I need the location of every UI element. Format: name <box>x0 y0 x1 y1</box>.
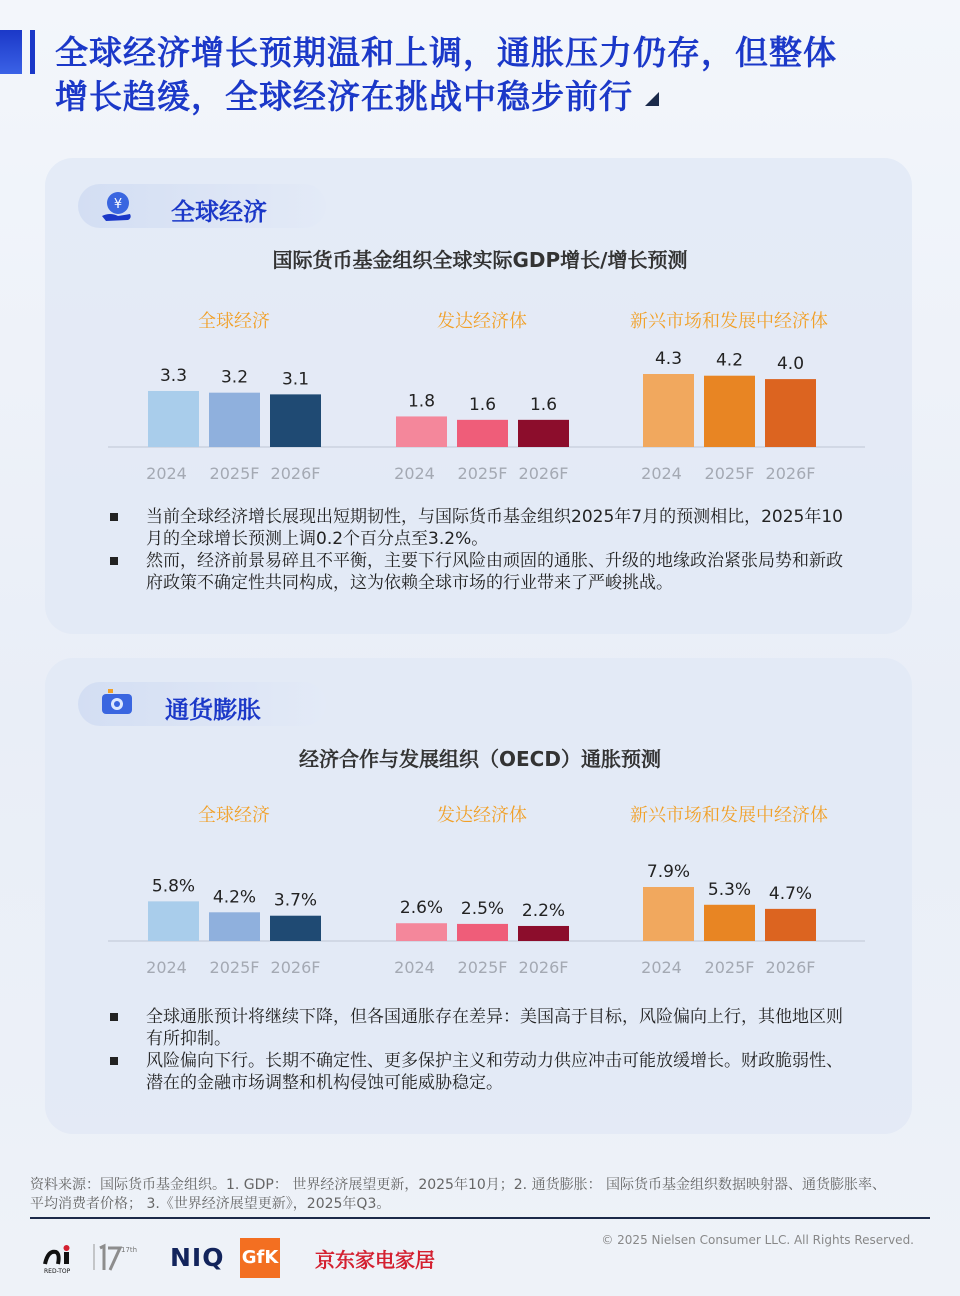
page-title <box>55 31 935 119</box>
banknote-icon <box>100 688 134 720</box>
category-label-1-2: 2026F <box>518 464 569 483</box>
bar-1-0 <box>396 923 447 941</box>
category-label-2-1: 2025F <box>704 958 755 977</box>
gdp-chart-title: 国际货币基金组织全球实际GDP增长/增长预测 <box>272 248 688 272</box>
bullet-text: 全球通胀预计将继续下降，但各国通胀存在差异：美国高于目标，风险偏向上行，其他地区则有所抑制。 <box>146 1007 843 1049</box>
inflation-chart-title: 经济合作与发展组织（OECD）通胀预测 <box>299 747 661 771</box>
gfk-logo: GfK <box>240 1238 280 1278</box>
bullet-marker <box>110 1013 118 1021</box>
data-label-0-0: 5.8% <box>151 876 196 897</box>
bullet-text: 然而，经济前景易碎且不平衡，主要下行风险由顽固的通胀、升级的地缘政治紧张局势和新政府政策不确定性共同构成，这为依赖全球市场的行业带来了严峻挑战。 <box>146 551 843 593</box>
category-label-1-1: 2025F <box>457 464 508 483</box>
category-label-0-1: 2025F <box>209 464 260 483</box>
category-label-1-0: 2024 <box>394 464 435 483</box>
bar-0-1 <box>209 393 260 447</box>
bar-1-2 <box>518 926 569 941</box>
bar-0-0 <box>148 901 199 941</box>
source-note: 资料来源：国际货币基金组织。1. GDP： 世界经济展望更新，2025年10月；2. 通货膨胀： 国际货币基金组织数据映射器、通货膨胀率、平均消费者价格； 3.《世界经济展望更新》，2025年Q3。 <box>30 1177 887 1212</box>
gdp-group-label-world: 全球经济 <box>198 311 270 332</box>
page-title-line2 <box>55 75 935 119</box>
category-label-2-2: 2026F <box>765 958 816 977</box>
category-label-0-0: 2024 <box>146 464 187 483</box>
inflation-group-label-advanced: 发达经济体 <box>437 805 527 826</box>
data-label-1-2: 1.6 <box>529 394 558 415</box>
bar-0-1 <box>209 912 260 941</box>
inflation-bullets <box>108 1006 848 1094</box>
category-label-2-1: 2025F <box>704 464 755 483</box>
niq-logo: NIQ <box>170 1243 225 1272</box>
bar-2-1 <box>704 376 755 447</box>
bullet-text: 当前全球经济增长展现出短期韧性，与国际货币基金组织2025年7月的预测相比，2025年10月的全球增长预测上调0.2个百分点至3.2%。 <box>146 507 843 549</box>
bullet-item <box>108 506 848 550</box>
data-label-2-2: 4.7% <box>768 883 813 904</box>
bullet-item <box>108 550 848 594</box>
data-label-2-0: 4.3 <box>654 349 683 369</box>
page-title-line1: 全球经济增长预期温和上调，通胀压力仍存，但整体 <box>55 33 837 72</box>
inflation-bar-chart <box>0 824 960 984</box>
category-label-1-1: 2025F <box>457 958 508 977</box>
data-label-0-2: 3.7% <box>273 890 318 911</box>
section-label-economy: 全球经济 <box>171 198 267 226</box>
category-label-0-1: 2025F <box>209 958 260 977</box>
bar-2-0 <box>643 887 694 941</box>
data-label-2-1: 4.2 <box>715 350 744 371</box>
bullet-marker <box>110 513 118 521</box>
data-label-1-0: 2.6% <box>399 898 444 919</box>
data-label-0-1: 4.2% <box>212 887 257 908</box>
bar-2-1 <box>704 905 755 941</box>
data-label-2-2: 4.0 <box>776 354 805 375</box>
bar-0-2 <box>270 394 321 447</box>
jd-logo: 京东家电家居 <box>315 1248 435 1272</box>
gdp-group-label-advanced: 发达经济体 <box>437 311 527 332</box>
page-title-line2-text: 增长趋缓，全球经济在挑战中稳步前行 <box>55 77 633 116</box>
svg-text:¥: ¥ <box>113 197 123 212</box>
category-label-0-2: 2026F <box>270 958 321 977</box>
bullet-marker <box>110 557 118 565</box>
bullet-marker <box>110 1057 118 1065</box>
category-label-0-2: 2026F <box>270 464 321 483</box>
copyright-text: © 2025 Nielsen Consumer LLC. All Rights Reserved. <box>601 1233 914 1247</box>
inflation-group-label-emerging: 新兴市场和发展中经济体 <box>630 805 828 826</box>
data-label-1-2: 2.2% <box>521 900 566 921</box>
bullet-text: 风险偏向下行。长期不确定性、更多保护主义和劳动力供应冲击可能放缓增长。财政脆弱性、潜在的金融市场调整和机构侵蚀可能威胁稳定。 <box>146 1051 843 1093</box>
bar-1-0 <box>396 416 447 447</box>
anniversary-text: 17th <box>121 1246 138 1254</box>
data-label-1-1: 2.5% <box>460 898 505 919</box>
red-top-logo <box>42 1244 82 1274</box>
data-label-1-0: 1.8 <box>407 391 436 412</box>
gdp-bullets <box>108 506 848 594</box>
yen-hand-icon <box>100 190 134 222</box>
bar-1-2 <box>518 420 569 447</box>
category-label-1-2: 2026F <box>518 958 569 977</box>
category-label-2-0: 2024 <box>641 958 682 977</box>
bar-2-0 <box>643 374 694 447</box>
bar-1-1 <box>457 924 508 941</box>
data-label-2-1: 5.3% <box>707 879 752 900</box>
bar-1-1 <box>457 420 508 447</box>
category-label-2-2: 2026F <box>765 464 816 483</box>
bar-2-2 <box>765 909 816 941</box>
bullet-item <box>108 1006 848 1050</box>
red-top-text: RED-TOP <box>44 1268 71 1275</box>
category-label-1-0: 2024 <box>394 958 435 977</box>
title-accent-bar <box>0 30 22 74</box>
corner-triangle-icon <box>645 92 659 106</box>
data-label-0-2: 3.1 <box>281 369 310 390</box>
bar-2-2 <box>765 379 816 447</box>
category-label-2-0: 2024 <box>641 464 682 483</box>
gdp-group-label-emerging: 新兴市场和发展中经济体 <box>630 311 828 332</box>
data-label-1-1: 1.6 <box>468 394 497 415</box>
footer-divider <box>30 1217 930 1219</box>
anniversary-logo <box>92 1240 138 1274</box>
title-accent-stripe <box>30 30 35 74</box>
bar-0-2 <box>270 916 321 941</box>
bar-0-0 <box>148 391 199 447</box>
inflation-group-label-world: 全球经济 <box>198 805 270 826</box>
bullet-item <box>108 1050 848 1094</box>
data-label-2-0: 7.9% <box>646 862 691 882</box>
gdp-bar-chart <box>0 330 960 490</box>
section-pill-inflation <box>78 682 326 726</box>
data-label-0-1: 3.2 <box>220 367 249 388</box>
data-label-0-0: 3.3 <box>159 365 188 386</box>
section-pill-economy <box>78 184 326 228</box>
category-label-0-0: 2024 <box>146 958 187 977</box>
section-label-inflation: 通货膨胀 <box>165 696 261 724</box>
